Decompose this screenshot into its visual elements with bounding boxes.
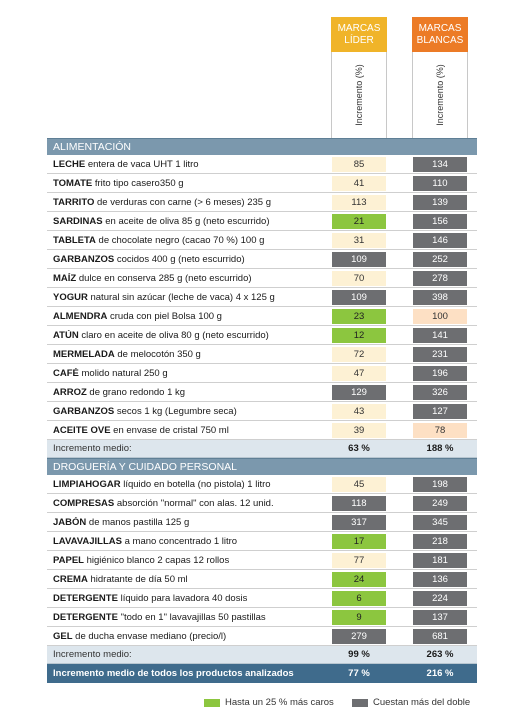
section-title: DROGUERÍA Y CUIDADO PERSONAL <box>47 458 477 475</box>
table-row <box>47 155 477 174</box>
product-label <box>47 368 328 379</box>
product-label <box>47 406 328 417</box>
product-label <box>47 555 328 566</box>
product-desc: "todo en 1" lavavajillas 50 pastillas <box>117 611 266 623</box>
product-label <box>47 349 328 360</box>
product-name: CAFÉ <box>53 367 79 379</box>
product-desc: en envase de cristal 750 ml <box>110 424 229 436</box>
leader-value: 23 <box>332 309 386 324</box>
total-row <box>47 664 477 683</box>
table-row <box>47 589 477 608</box>
legend-green-label: Hasta un 25 % más caros <box>225 697 334 708</box>
table-row <box>47 402 477 421</box>
product-desc: frito tipo casero350 g <box>92 177 184 189</box>
legend <box>0 697 527 711</box>
leader-value: 72 <box>332 347 386 362</box>
product-name: TARRITO <box>53 196 95 208</box>
product-name: LECHE <box>53 158 86 170</box>
product-label <box>47 387 328 398</box>
product-label <box>47 254 328 265</box>
leader-value: 109 <box>332 252 386 267</box>
product-name: CREMA <box>53 573 88 585</box>
product-desc: de chocolate negro (cacao 70 %) 100 g <box>95 234 265 246</box>
product-desc: líquido para lavadora 40 dosis <box>117 592 248 604</box>
product-label <box>47 593 328 604</box>
product-name: LIMPIAHOGAR <box>53 478 121 490</box>
white-value: 252 <box>413 252 467 267</box>
product-desc: natural sin azúcar (leche de vaca) 4 x 125 g <box>87 291 275 303</box>
subheader-lider-label: Incremento (%) <box>354 64 364 126</box>
average-leader: 99 % <box>348 649 370 660</box>
leader-value: 118 <box>332 496 386 511</box>
product-desc: de ducha envase mediano (precio/l) <box>72 630 227 642</box>
product-name: MERMELADA <box>53 348 115 360</box>
table-row <box>47 513 477 532</box>
product-label <box>47 292 328 303</box>
product-name: DETERGENTE <box>53 611 118 623</box>
product-name: ALMENDRA <box>53 310 108 322</box>
table-row <box>47 269 477 288</box>
product-label <box>47 574 328 585</box>
table-row <box>47 174 477 193</box>
total-leader: 77 % <box>348 668 370 679</box>
product-label <box>47 235 328 246</box>
table-row <box>47 288 477 307</box>
table-row <box>47 475 477 494</box>
leader-value: 47 <box>332 366 386 381</box>
table-row <box>47 383 477 402</box>
table-row <box>47 326 477 345</box>
product-desc: de grano redondo 1 kg <box>86 386 186 398</box>
leader-value: 317 <box>332 515 386 530</box>
product-desc: claro en aceite de oliva 80 g (neto escurrido) <box>78 329 269 341</box>
price-table <box>47 138 477 683</box>
white-value: 110 <box>413 176 467 191</box>
leader-value: 70 <box>332 271 386 286</box>
table-row <box>47 212 477 231</box>
header-marcas-blancas: MARCAS BLANCAS <box>412 17 468 52</box>
section-title: ALIMENTACIÓN <box>47 138 477 155</box>
product-label <box>47 425 328 436</box>
white-value: 198 <box>413 477 467 492</box>
average-white: 263 % <box>426 649 454 660</box>
product-name: SARDINAS <box>53 215 103 227</box>
white-value: 136 <box>413 572 467 587</box>
product-desc: hidratante de día 50 ml <box>87 573 188 585</box>
product-desc: dulce en conserva 285 g (neto escurrido) <box>76 272 252 284</box>
white-value: 218 <box>413 534 467 549</box>
average-label: Incremento medio: <box>53 649 132 660</box>
average-leader: 63 % <box>348 443 370 454</box>
product-desc: a mano concentrado 1 litro <box>121 535 238 547</box>
table-row <box>47 570 477 589</box>
product-desc: líquido en botella (no pistola) 1 litro <box>120 478 271 490</box>
subheader-blancas-label: Incremento (%) <box>435 64 445 126</box>
table-row <box>47 551 477 570</box>
white-value: 231 <box>413 347 467 362</box>
table-row <box>47 345 477 364</box>
leader-value: 43 <box>332 404 386 419</box>
subheader-lider-box <box>331 52 387 138</box>
product-name: GARBANZOS <box>53 253 115 265</box>
white-value: 398 <box>413 290 467 305</box>
table-row <box>47 307 477 326</box>
leader-value: 6 <box>332 591 386 606</box>
table-row <box>47 231 477 250</box>
leader-value: 39 <box>332 423 386 438</box>
white-value: 196 <box>413 366 467 381</box>
table-row <box>47 494 477 513</box>
product-name: ACEITE OVE <box>53 424 111 436</box>
product-desc: absorción "normal" con alas. 12 unid. <box>114 497 274 509</box>
white-value: 137 <box>413 610 467 625</box>
leader-value: 21 <box>332 214 386 229</box>
product-desc: de melocotón 350 g <box>114 348 201 360</box>
product-label <box>47 273 328 284</box>
product-name: DETERGENTE <box>53 592 118 604</box>
product-desc: cruda con piel Bolsa 100 g <box>107 310 222 322</box>
product-name: COMPRESAS <box>53 497 115 509</box>
leader-value: 129 <box>332 385 386 400</box>
product-name: GARBANZOS <box>53 405 115 417</box>
average-row <box>47 440 477 458</box>
average-white: 188 % <box>426 443 454 454</box>
white-value: 78 <box>413 423 467 438</box>
product-desc: higiénico blanco 2 capas 12 rollos <box>83 554 230 566</box>
product-label <box>47 517 328 528</box>
product-desc: de verduras con carne (> 6 meses) 235 g <box>94 196 271 208</box>
total-label: Incremento medio de todos los productos analizados <box>53 668 294 679</box>
leader-value: 113 <box>332 195 386 210</box>
product-name: ARROZ <box>53 386 87 398</box>
product-desc: entera de vaca UHT 1 litro <box>85 158 199 170</box>
white-value: 278 <box>413 271 467 286</box>
leader-value: 85 <box>332 157 386 172</box>
white-value: 146 <box>413 233 467 248</box>
white-value: 249 <box>413 496 467 511</box>
leader-value: 41 <box>332 176 386 191</box>
white-value: 224 <box>413 591 467 606</box>
leader-value: 17 <box>332 534 386 549</box>
product-name: TABLETA <box>53 234 96 246</box>
product-desc: secos 1 kg (Legumbre seca) <box>114 405 237 417</box>
product-label <box>47 330 328 341</box>
table-row <box>47 250 477 269</box>
product-label <box>47 612 328 623</box>
product-name: MAÍZ <box>53 272 77 284</box>
table-row <box>47 532 477 551</box>
white-value: 181 <box>413 553 467 568</box>
product-label <box>47 631 328 642</box>
legend-green-swatch <box>204 699 220 707</box>
product-name: ATÚN <box>53 329 79 341</box>
product-name: TOMATE <box>53 177 93 189</box>
legend-dark-swatch <box>352 699 368 707</box>
average-row <box>47 646 477 664</box>
product-label <box>47 159 328 170</box>
product-name: PAPEL <box>53 554 84 566</box>
product-desc: molido natural 250 g <box>78 367 168 379</box>
average-label: Incremento medio: <box>53 443 132 454</box>
legend-dark <box>352 697 470 708</box>
product-name: JABÓN <box>53 516 87 528</box>
white-value: 326 <box>413 385 467 400</box>
product-name: YOGUR <box>53 291 88 303</box>
table-row <box>47 627 477 646</box>
product-name: GEL <box>53 630 73 642</box>
leader-value: 77 <box>332 553 386 568</box>
total-white: 216 % <box>426 668 454 679</box>
white-value: 139 <box>413 195 467 210</box>
white-value: 681 <box>413 629 467 644</box>
table-row <box>47 421 477 440</box>
product-name: LAVAVAJILLAS <box>53 535 122 547</box>
product-label <box>47 197 328 208</box>
leader-value: 9 <box>332 610 386 625</box>
table-row <box>47 364 477 383</box>
white-value: 141 <box>413 328 467 343</box>
product-desc: cocidos 400 g (neto escurrido) <box>114 253 245 265</box>
product-label <box>47 216 328 227</box>
legend-green <box>204 697 334 708</box>
leader-value: 12 <box>332 328 386 343</box>
table-row <box>47 608 477 627</box>
product-desc: en aceite de oliva 85 g (neto escurrido) <box>102 215 270 227</box>
legend-dark-label: Cuestan más del doble <box>373 697 471 708</box>
leader-value: 109 <box>332 290 386 305</box>
header-marcas-lider: MARCAS LÍDER <box>331 17 387 52</box>
white-value: 100 <box>413 309 467 324</box>
product-label <box>47 498 328 509</box>
leader-value: 45 <box>332 477 386 492</box>
white-value: 127 <box>413 404 467 419</box>
leader-value: 31 <box>332 233 386 248</box>
product-label <box>47 479 328 490</box>
product-desc: de manos pastilla 125 g <box>86 516 190 528</box>
table-row <box>47 193 477 212</box>
white-value: 156 <box>413 214 467 229</box>
product-label <box>47 178 328 189</box>
white-value: 345 <box>413 515 467 530</box>
subheader-blancas-box <box>412 52 468 138</box>
white-value: 134 <box>413 157 467 172</box>
product-label <box>47 311 328 322</box>
leader-value: 279 <box>332 629 386 644</box>
product-label <box>47 536 328 547</box>
leader-value: 24 <box>332 572 386 587</box>
